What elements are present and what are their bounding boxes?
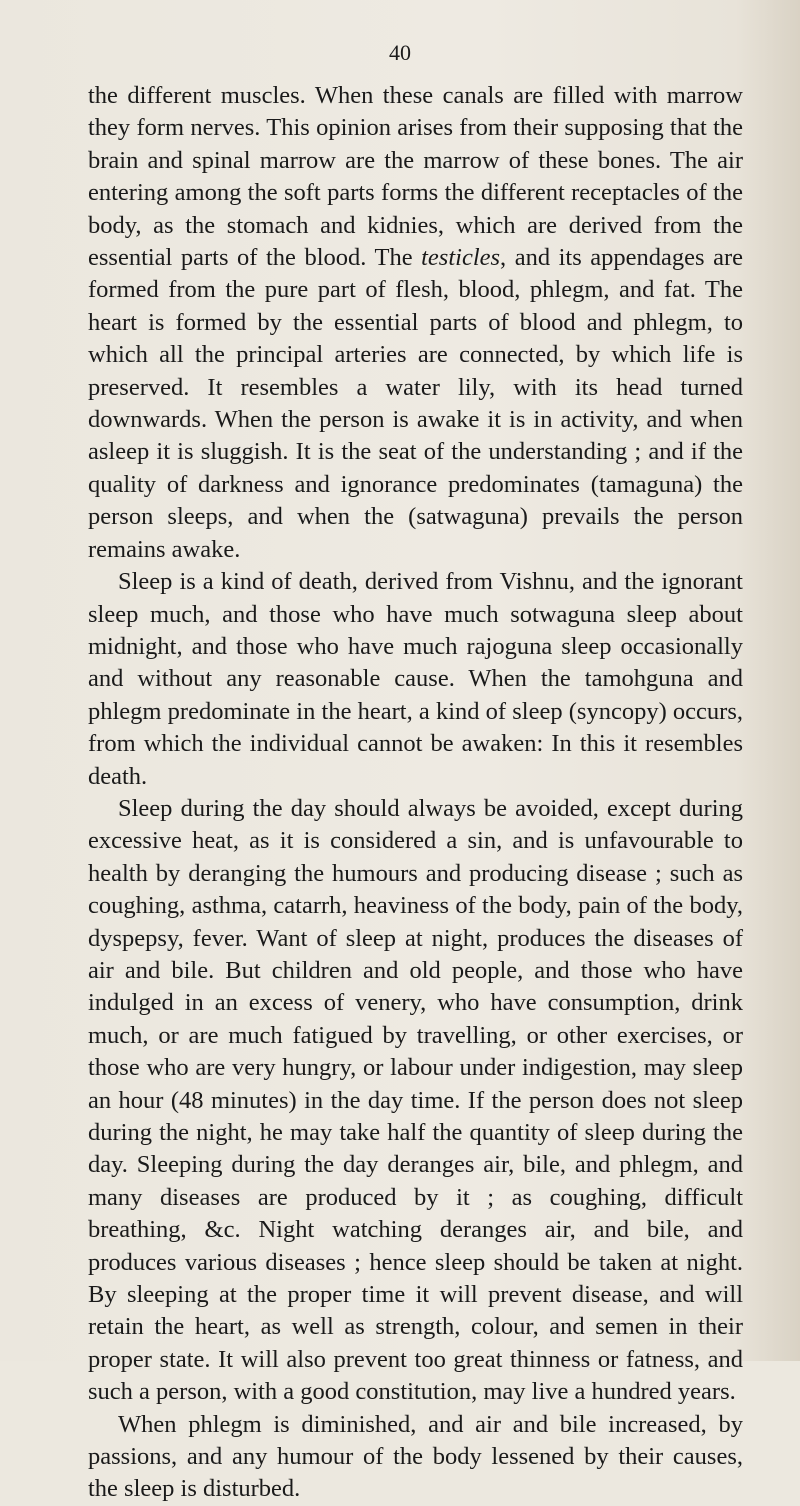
paragraph bbox=[88, 1409, 743, 1506]
paragraph-text: Sleep during the day should always be avoided, except during excessive heat, as it is considered a sin, and is unfavourable to health by deranging the humours and producing disease ; such as coughing, asthma, catarrh, heaviness of the body, pain of the body, dyspepsy, fever. Want of sleep at night, produces the diseases of air and bile. But children and old people, and those who have indulged in an excess of venery, who have consumption, drink much, or are much fatigued by travelling, or other exercises, or those who are very hungry, or labour under indigestion, may sleep an hour (48 minutes) in the day time. If the person does not sleep during the night, he may take half the quantity of sleep during the day. Sleeping during the day deranges air, bile, and phlegm, and many diseases are produced by it ; as coughing, difficult breathing, &c. Night watching deranges air, and bile, and produces various diseases ; hence sleep should be taken at night. By sleeping at the proper time it will prevent disease, and will retain the heart, as well as strength, colour, and semen in their proper state. It will also prevent too great thinness or fatness, and such a person, with a good constitution, may live a hundred years. bbox=[88, 794, 743, 1406]
paragraph bbox=[88, 793, 743, 1409]
paragraph-text: the different muscles. When these canals are filled with marrow they form nerves. This opinion arises from their supposing that the brain and spinal marrow are the marrow of these bones. The air entering among the soft parts forms the different receptacles of the body, as the stomach and kidnies, which are derived from the essential parts of the blood. The bbox=[88, 82, 743, 272]
paragraph bbox=[88, 566, 743, 793]
paragraph-text: Sleep is a kind of death, derived from Vishnu, and the ignorant sleep much, and those who have much sotwaguna sleep about midnight, and those who have much rajoguna sleep occasionally and without any reasonable cause. When the tamohguna and phlegm predominate in the heart, a kind of sleep (syncopy) occurs, from which the individual cannot be awaken: In this it resembles death. bbox=[88, 568, 743, 790]
body-text bbox=[88, 80, 743, 1506]
paragraph-text: When phlegm is diminished, and air and bile increased, by passions, and any humour of the body lessened by their causes, the sleep is disturbed. bbox=[88, 1410, 743, 1503]
paragraph-text: , and its appendages are formed from the pure part of flesh, blood, phlegm, and fat. The heart is formed by the essential parts of blood and phlegm, to which all the principal arteries are connected, by which life is preserved. It resembles a water lily, with its head turned downwards. When the person is awake it is in activity, and when asleep it is sluggish. It is the seat of the understanding ; and if the quality of darkness and ignorance predominates (tamaguna) the person sleeps, and when the (satwaguna) prevails the person remains awake. bbox=[88, 244, 743, 563]
italic-term: testicles bbox=[421, 244, 501, 272]
paragraph bbox=[88, 80, 743, 566]
page-number: 40 bbox=[389, 40, 411, 65]
